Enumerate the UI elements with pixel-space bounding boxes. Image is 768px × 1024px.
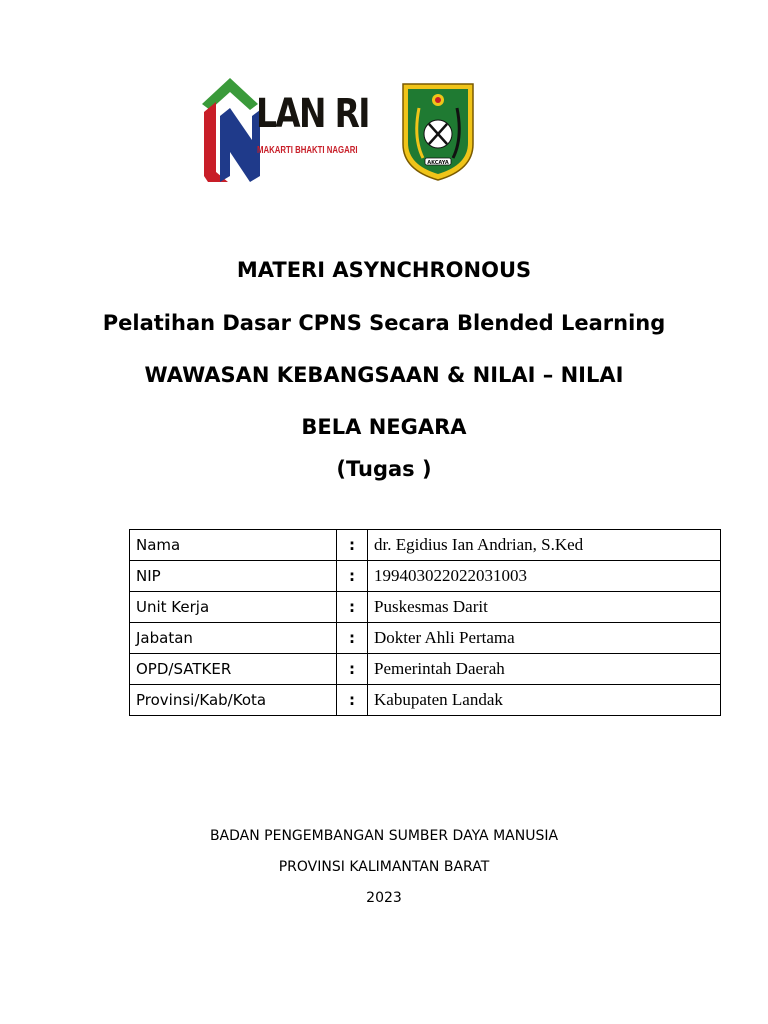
row-separator: :	[337, 654, 368, 685]
table-row	[130, 685, 721, 716]
row-value: Puskesmas Darit	[368, 592, 721, 623]
table-row	[130, 654, 721, 685]
table-row	[130, 530, 721, 561]
row-separator: :	[337, 623, 368, 654]
identity-table	[129, 529, 721, 716]
row-value: Pemerintah Daerah	[368, 654, 721, 685]
emblem-motto: AKCAYA	[427, 160, 449, 166]
table-row	[130, 561, 721, 592]
table-row	[130, 623, 721, 654]
row-separator: :	[337, 685, 368, 716]
title-pelatihan: Pelatihan Dasar CPNS Secara Blended Learning	[102, 311, 666, 335]
title-tugas: (Tugas )	[336, 457, 432, 481]
title-wawasan: WAWASAN KEBANGSAAN & NILAI – NILAI	[144, 363, 624, 387]
title-materi: MATERI ASYNCHRONOUS	[236, 258, 532, 282]
row-value: Dokter Ahli Pertama	[368, 623, 721, 654]
footer-agency: BADAN PENGEMBANGAN SUMBER DAYA MANUSIA	[209, 828, 559, 844]
row-label: Nama	[130, 530, 337, 561]
row-value: 199403022022031003	[368, 561, 721, 592]
kalbar-emblem-icon	[399, 78, 477, 182]
logo-area	[0, 72, 768, 187]
row-separator: :	[337, 592, 368, 623]
lan-ri-tagline: MAKARTI BHAKTI NAGARI	[257, 145, 358, 156]
row-label: NIP	[130, 561, 337, 592]
footer-year: 2023	[366, 890, 402, 906]
row-label: Jabatan	[130, 623, 337, 654]
table-row	[130, 592, 721, 623]
footer-province: PROVINSI KALIMANTAN BARAT	[278, 859, 490, 875]
lan-ri-wordmark: LAN RI	[256, 91, 369, 137]
title-bela-negara: BELA NEGARA	[301, 415, 467, 439]
row-separator: :	[337, 561, 368, 592]
row-value: dr. Egidius Ian Andrian, S.Ked	[368, 530, 721, 561]
row-label: Provinsi/Kab/Kota	[130, 685, 337, 716]
row-label: OPD/SATKER	[130, 654, 337, 685]
row-value: Kabupaten Landak	[368, 685, 721, 716]
row-separator: :	[337, 530, 368, 561]
row-label: Unit Kerja	[130, 592, 337, 623]
